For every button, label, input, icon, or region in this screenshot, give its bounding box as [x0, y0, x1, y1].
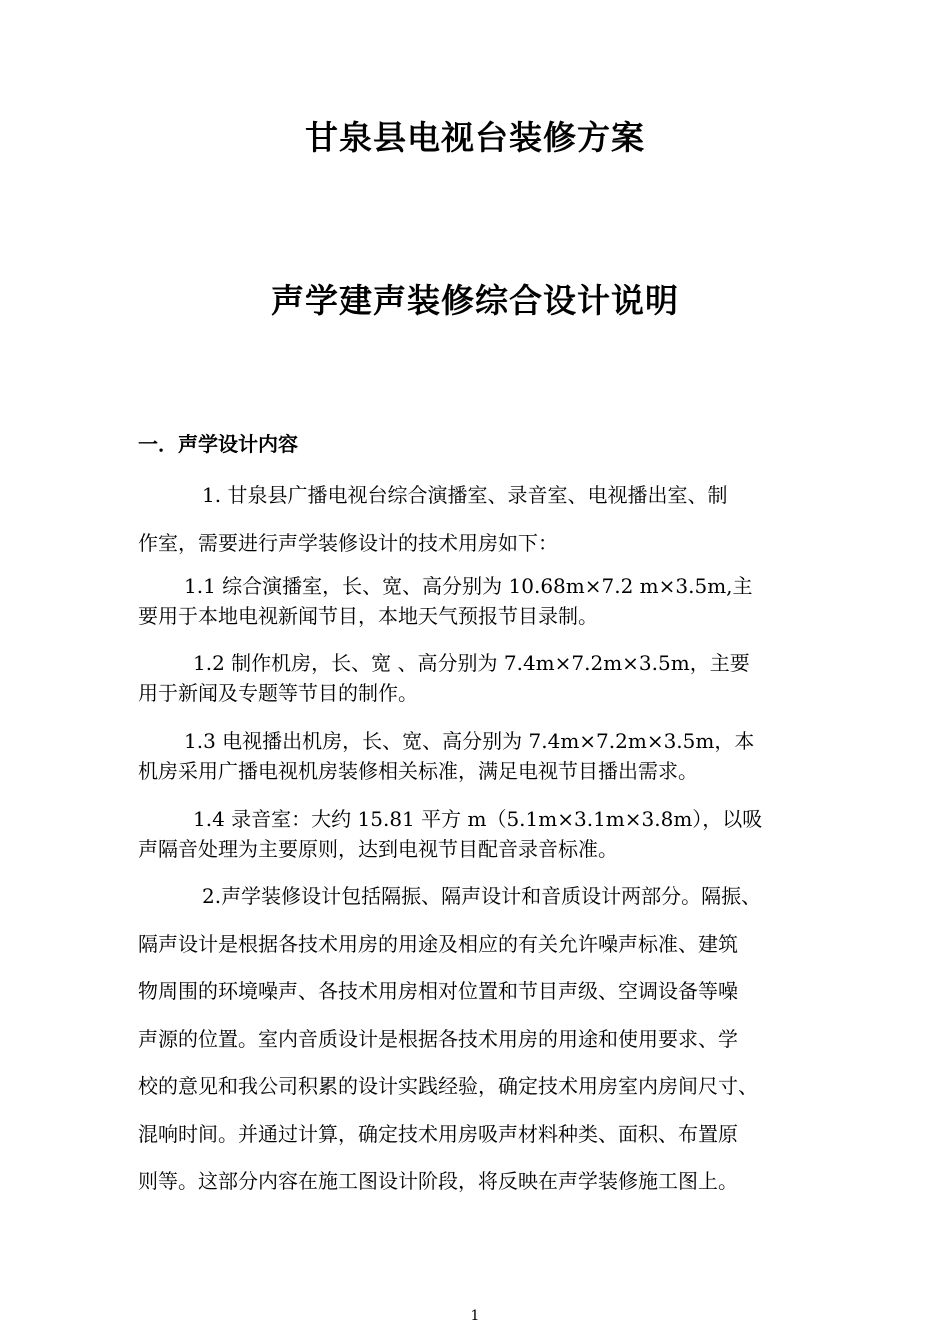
body-line: 要用于本地电视新闻节目，本地天气预报节目录制。 — [138, 604, 598, 628]
document-title: 甘泉县电视台装修方案 — [305, 118, 645, 157]
body-line: 用于新闻及专题等节目的制作。 — [138, 681, 418, 705]
body-line: 1. 甘泉县广播电视台综合演播室、录音室、电视播出室、制 — [202, 483, 728, 507]
body-line: 1.1 综合演播室，长、宽、高分别为 10.68m×7.2 m×3.5m,主 — [184, 574, 753, 598]
section-heading: 一．声学设计内容 — [138, 432, 298, 456]
body-line: 作室，需要进行声学装修设计的技术用房如下： — [138, 531, 558, 555]
body-line: 1.4 录音室：大约 15.81 平方 m（5.1m×3.1m×3.8m），以吸 — [193, 807, 763, 831]
body-line: 校的意见和我公司积累的设计实践经验，确定技术用房室内房间尺寸、 — [138, 1074, 758, 1098]
body-line: 2.声学装修设计包括隔振、隔声设计和音质设计两部分。隔振、 — [202, 884, 762, 908]
body-line: 混响时间。并通过计算，确定技术用房吸声材料种类、面积、布置原 — [138, 1122, 738, 1146]
body-line: 隔声设计是根据各技术用房的用途及相应的有关允许噪声标准、建筑 — [138, 932, 738, 956]
body-line: 声隔音处理为主要原则，达到电视节目配音录音标准。 — [138, 837, 618, 861]
body-line: 声源的位置。室内音质设计是根据各技术用房的用途和使用要求、学 — [138, 1027, 738, 1051]
body-line: 1.2 制作机房，长、宽 、高分别为 7.4m×7.2m×3.5m，主要 — [193, 651, 750, 675]
body-line: 物周围的环境噪声、各技术用房相对位置和节目声级、空调设备等噪 — [138, 979, 738, 1003]
body-line: 则等。这部分内容在施工图设计阶段，将反映在声学装修施工图上。 — [138, 1169, 738, 1193]
body-line: 机房采用广播电视机房装修相关标准，满足电视节目播出需求。 — [138, 759, 698, 783]
page-number: 1 — [470, 1308, 480, 1324]
body-line: 1.3 电视播出机房，长、宽、高分别为 7.4m×7.2m×3.5m，本 — [184, 729, 755, 753]
document-subtitle: 声学建声装修综合设计说明 — [271, 281, 679, 320]
